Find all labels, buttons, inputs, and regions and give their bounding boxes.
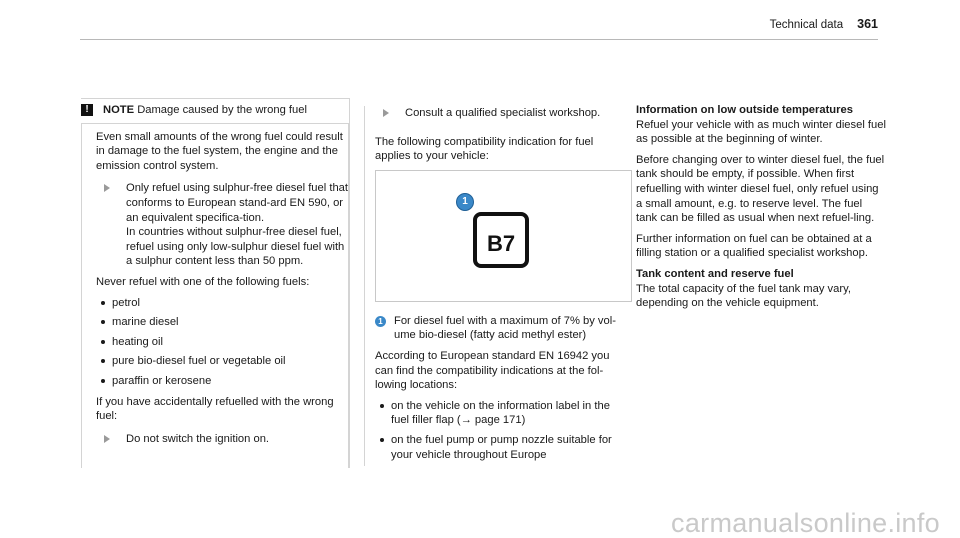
paragraph: Further information on fuel can be obtained at a filling station or a qualified specialist workshop.: [636, 232, 872, 260]
step-text: Consult a qualified specialist workshop.: [405, 107, 601, 119]
standard-paragraph: According to European standard EN 16942 you can find the compatibility indications at the fol-lowing locations:: [375, 349, 610, 392]
figure-legend: [375, 314, 621, 343]
instruction-step: [96, 432, 348, 447]
legend-text: For diesel fuel with a maximum of 7% by vol-ume bio-diesel (fatty acid methyl ester): [394, 314, 616, 342]
step-text: Do not switch the ignition on.: [126, 432, 270, 445]
callout-marker: 1: [456, 193, 474, 211]
list-item: paraffin or kerosene: [96, 374, 348, 389]
step-arrow-icon: [104, 435, 116, 443]
note-box: [81, 98, 350, 468]
list-item: pure bio-diesel fuel or vegetable oil: [96, 354, 348, 369]
compat-intro: The following compatibility indication for fuel applies to your vehicle:: [375, 135, 594, 163]
step-text-continued: In countries without sulphur-free diesel fuel, refuel using only low-sulphur diesel fuel with a sulphur content less than 50 ppm.: [126, 226, 345, 268]
section-heading: Tank content and reserve fuel: [636, 267, 794, 280]
paragraph: The total capacity of the fuel tank may vary, depending on the vehicle equipment.: [636, 282, 851, 310]
list-item: marine diesel: [96, 315, 348, 330]
b7-label-icon: B7: [473, 212, 529, 268]
wrong-fuel-paragraph: If you have accidentally refuelled with the wrong fuel:: [96, 395, 334, 423]
watermark: carmanualsonline.info: [671, 508, 940, 538]
page-header: [770, 17, 878, 33]
note-title: Damage caused by the wrong fuel: [137, 104, 307, 116]
step-text: Only refuel using sulphur-free diesel fuel that conforms to European stand-ard EN 590, or an equivalent specifica-tion.: [126, 182, 349, 224]
instruction-step: [375, 106, 621, 121]
note-body: [81, 124, 349, 468]
list-item: petrol: [96, 296, 348, 311]
step-arrow-icon: [383, 109, 395, 117]
wrong-fuels-list: [96, 296, 348, 389]
paragraph: Refuel your vehicle with as much winter diesel fuel as possible at the beginning of winter.: [636, 118, 886, 146]
locations-list: [375, 399, 621, 462]
section-heading: Information on low outside temperatures: [636, 104, 853, 116]
warning-icon: !: [81, 104, 93, 116]
fuels-intro: Never refuel with one of the following fuels:: [96, 275, 310, 288]
step-arrow-icon: [104, 184, 116, 192]
paragraph: Before changing over to winter diesel fuel, the fuel tank should be empty, if possible. When first refuelling with winter diesel fuel, only refuel using a small amount, e.g. to reserve level. The fuel tank can be filled as usual when next refuel-ling.: [636, 153, 885, 225]
compatibility-figure: [375, 170, 632, 302]
legend-marker: 1: [375, 316, 386, 327]
column-2: [364, 98, 621, 466]
note-header: [81, 98, 349, 124]
note-paragraph: Even small amounts of the wrong fuel could result in damage to the fuel system, the engine and the emission control system.: [96, 130, 343, 172]
section-title: Technical data: [769, 19, 844, 31]
column-3: [636, 103, 886, 317]
header-rule: [80, 39, 878, 40]
list-item: on the fuel pump or pump nozzle suitable for your vehicle throughout Europe: [375, 433, 621, 462]
note-label: NOTE: [103, 104, 135, 116]
list-item: heating oil: [96, 335, 348, 350]
instruction-step: [96, 181, 348, 269]
note-continuation: [364, 106, 621, 466]
page-number: 361: [857, 17, 878, 31]
column-1: [81, 98, 350, 468]
list-item: on the vehicle on the information label in the fuel filler flap (→ page 171): [375, 399, 621, 428]
